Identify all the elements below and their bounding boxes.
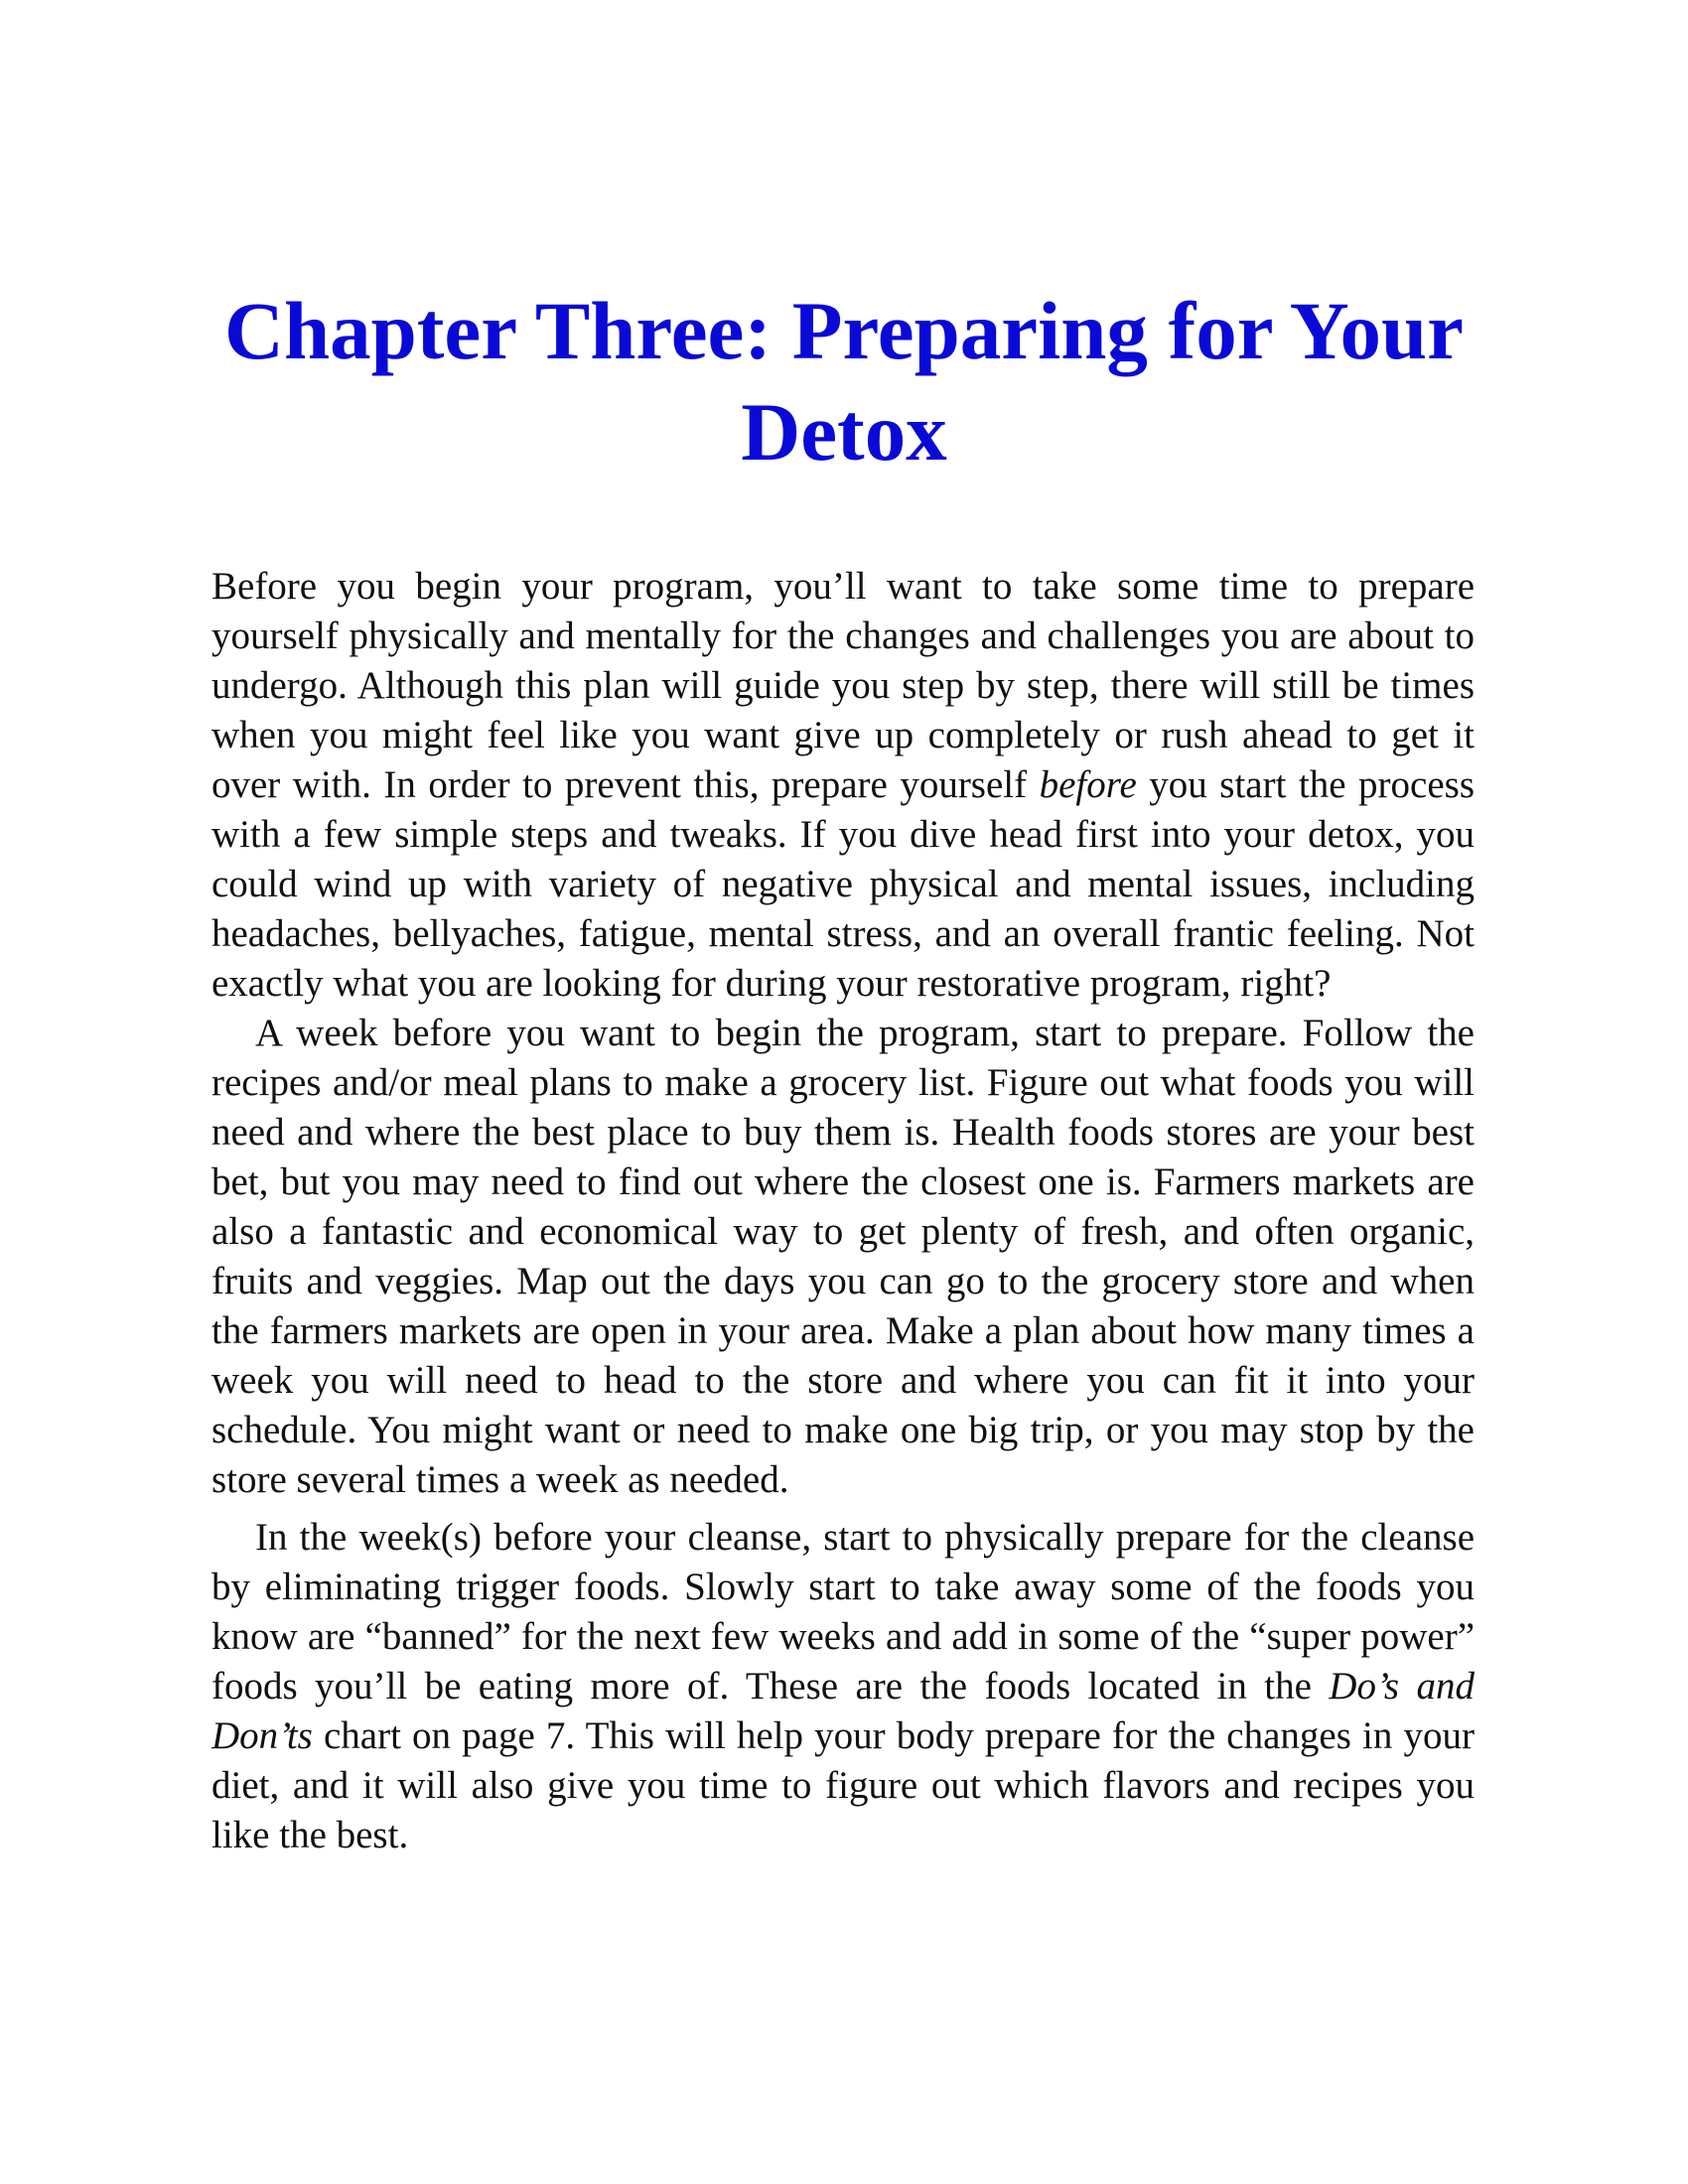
paragraph-3 bbox=[211, 1513, 1475, 1860]
paragraph-1 bbox=[211, 562, 1475, 1009]
paragraph-1-text-start: Before you begin your program, you’ll want to take some time to prepare yourself physically and mentally for the changes and challenges you are about to undergo. Although this plan will guide you step by step, there will still be times when you might feel like you want give up completely or rush ahead to get it over with. In order to prevent this, prepare yourself bbox=[211, 565, 1475, 806]
paragraph-2: A week before you want to begin the program, start to prepare. Follow the recipes and/or meal plans to make a grocery list. Figure out what foods you will need and where the best place to buy them is. Health foods stores are your best bet, but you may need to find out where the closest one is. Farmers markets are also a fantastic and economical way to get plenty of fresh, and often organic, fruits and veggies. Map out the days you can go to the grocery store and when the farmers markets are open in your area. Make a plan about how many times a week you will need to head to the store and where you can fit it into your schedule. You might want or need to make one big trip, or you may stop by the store several times a week as needed. bbox=[211, 1012, 1475, 1501]
paragraph-3-text-end: chart on page 7. This will help your body prepare for the changes in your diet, and it will also give you time to figure out which flavors and recipes you like the best. bbox=[211, 1714, 1475, 1856]
paragraph-1-emphasis: before bbox=[1039, 763, 1137, 806]
paragraph-1-text-end: you start the process with a few simple steps and tweaks. If you dive head first into your detox, you could wind up with variety of negative physical and mental issues, including headaches, bellyaches, fatigue, mental stress, and an overall frantic feeling. Not exactly what you are looking for during your restorative program, right? bbox=[211, 763, 1475, 1005]
body-text bbox=[211, 562, 1475, 1860]
paragraph-3-emphasis: Do’s and Don’ts bbox=[211, 1665, 1475, 1757]
paragraph-3-text-start: In the week(s) before your cleanse, start to physically prepare for the cleanse by eliminating trigger foods. Slowly start to take away some of the foods you know are “banned” for the next few weeks and add in some of the “super power” foods you’ll be eating more of. These are the foods located in the bbox=[211, 1516, 1475, 1707]
chapter-title: Chapter Three: Preparing for Your Detox bbox=[224, 285, 1464, 478]
